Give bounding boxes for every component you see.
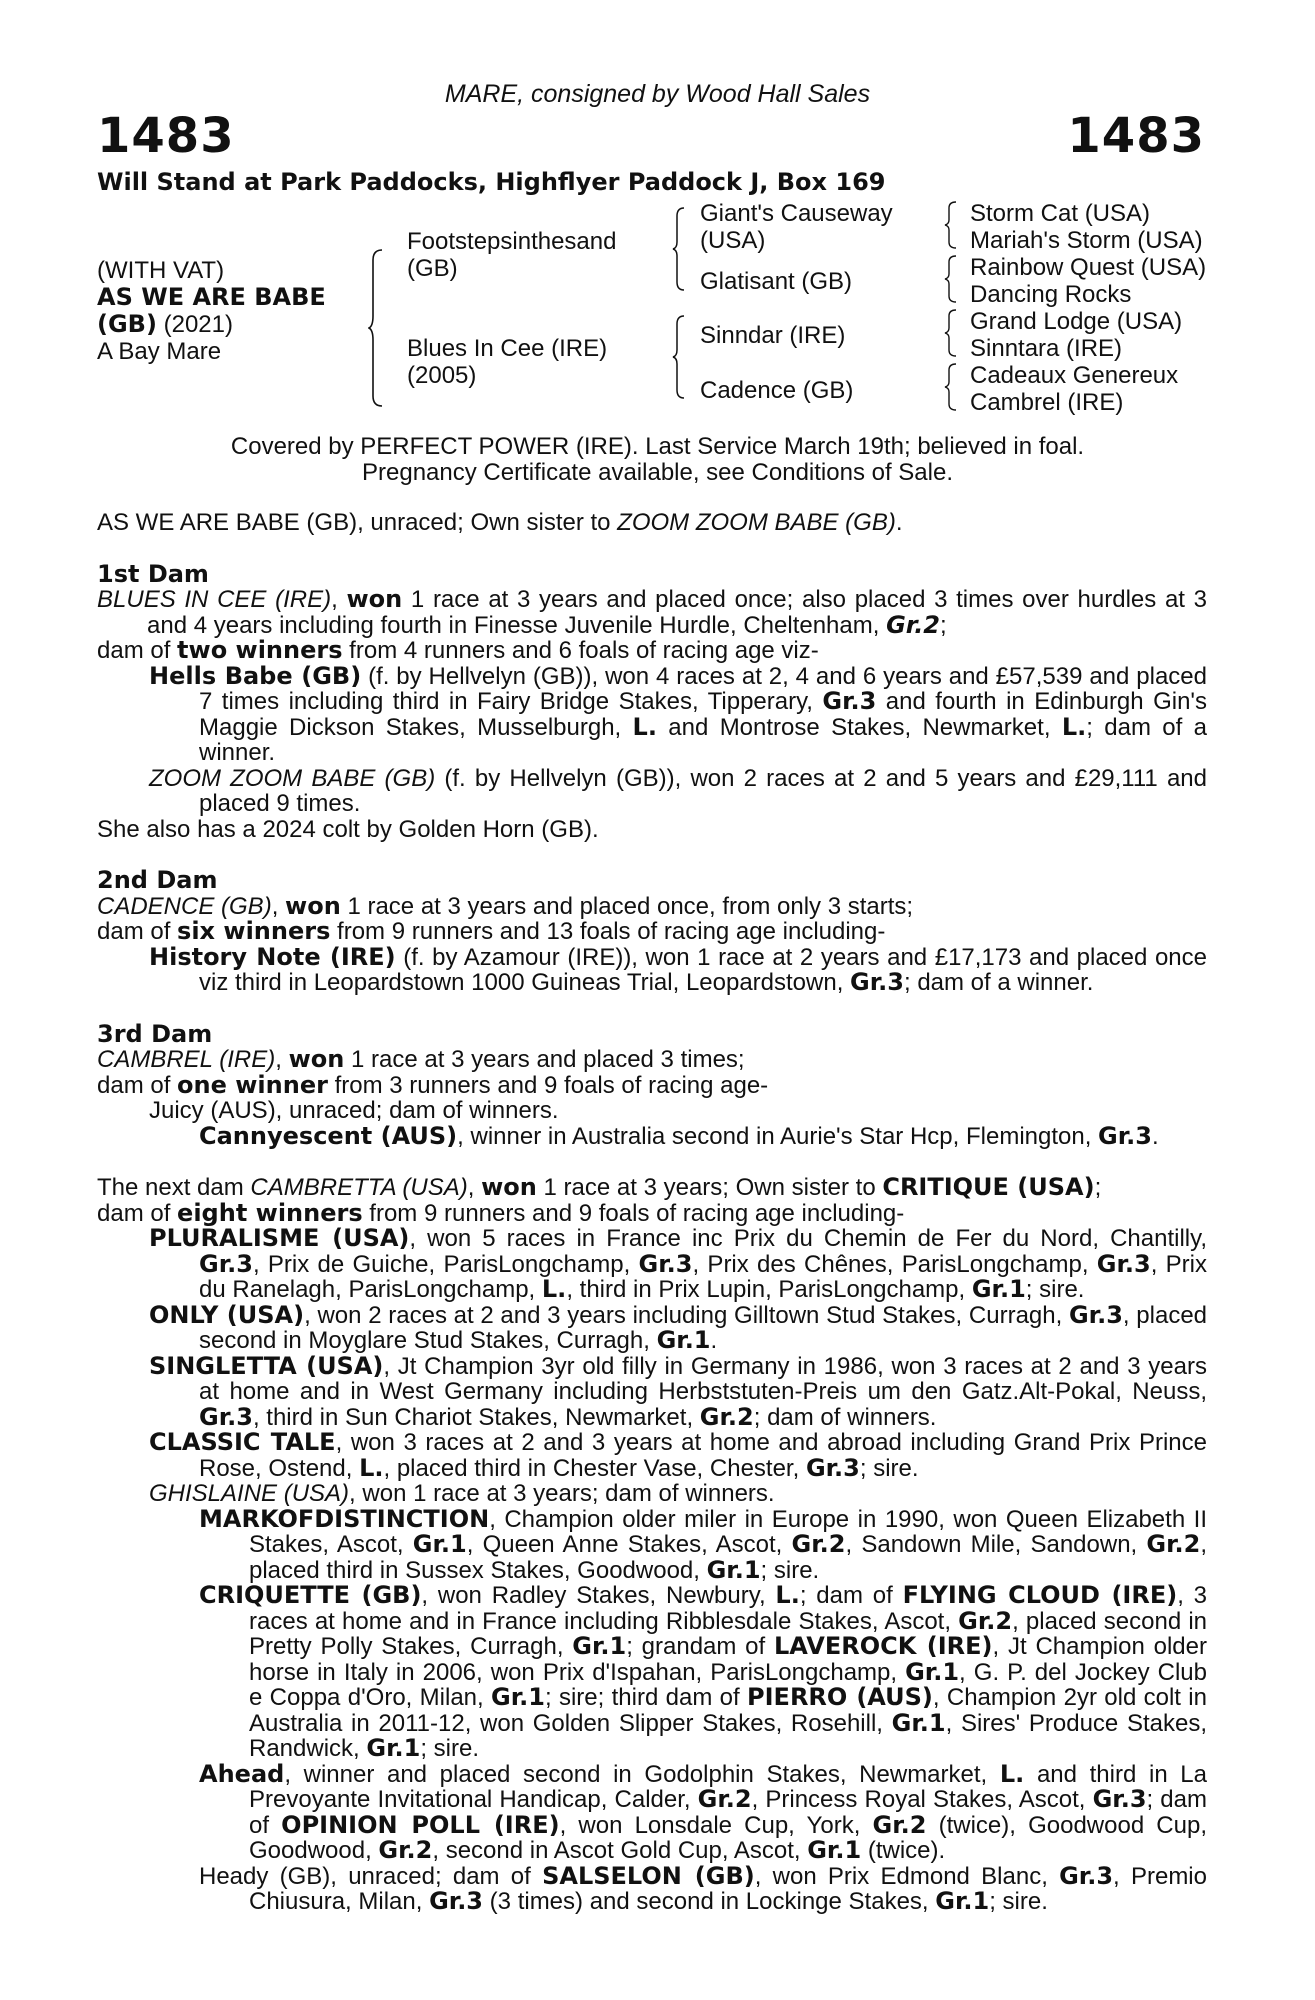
main-brace-icon xyxy=(368,248,384,408)
consignment-line: MARE, consigned by Wood Hall Sales xyxy=(444,80,871,108)
covering-note: Covered by PERFECT POWER (IRE). Last Service March 19th; believed in foal. Pregnancy Certificate available, see Conditions of Sale. xyxy=(230,433,1085,486)
sire-brace-icon xyxy=(672,206,686,292)
second-dam-heading: 2nd Dam xyxy=(97,866,218,894)
ancestor-sss: Storm Cat (USA) xyxy=(970,200,1151,227)
list-item: Heady (GB), unraced; dam of SALSELON (GB), won Prix Edmond Blanc, Gr.3, Premio Chiusura, Milan, Gr.3 (3 times) and second in Lockinge Stakes, Gr.1; sire. xyxy=(199,1861,1207,1915)
ancestor-dsd: Sinntara (IRE) xyxy=(970,335,1123,362)
list-item: Juicy (AUS), unraced; dam of winners. xyxy=(149,1097,559,1124)
also-note: She also has a 2024 colt by Golden Horn (GB). xyxy=(97,815,599,843)
list-item: SINGLETTA (USA), Jt Champion 3yr old filly in Germany in 1986, won 3 races at 2 and 3 years at home and in West Germany including Herbststuten-Preis um den Gatz.Alt-Pokal, Neuss, Gr.3, third in Sun Chariot Stakes, Newmarket, Gr.2; dam of winners. xyxy=(149,1351,1207,1431)
second-dam-produce: dam of six winners from 9 runners and 13 foals of racing age including- xyxy=(97,917,886,945)
first-dam-produce: dam of two winners from 4 runners and 6 foals of racing age viz- xyxy=(97,636,819,664)
brace-icon xyxy=(944,308,958,358)
brace-icon xyxy=(944,254,958,304)
intro-line: AS WE ARE BABE (GB), unraced; Own sister to ZOOM ZOOM BABE (GB). xyxy=(97,509,903,536)
stand-location: Will Stand at Park Paddocks, Highflyer Paddock J, Box 169 xyxy=(97,168,886,196)
list-item: ONLY (USA), won 2 races at 2 and 3 years including Gilltown Stud Stakes, Curragh, Gr.3, placed second in Moyglare Stud Stakes, Curragh, Gr.1. xyxy=(149,1300,1208,1354)
list-item: Hells Babe (GB) (f. by Hellvelyn (GB)), won 4 races at 2, 4 and 6 years and £57,539 and placed 7 times including third in Fairy Bridge Stakes, Tipperary, Gr.3 and fourth in Edinburgh Gin's Maggie Dickson Stakes, Musselburgh, L. and Montrose Stakes, Newmarket, L.; dam of a winner. xyxy=(149,661,1208,766)
horse-name: AS WE ARE BABE xyxy=(97,283,326,311)
ancestor-ssd: Mariah's Storm (USA) xyxy=(970,227,1203,254)
ancestor-dss: Grand Lodge (USA) xyxy=(970,308,1183,335)
brace-icon xyxy=(944,362,958,412)
lot-number-right: 1483 xyxy=(1067,108,1205,164)
catalogue-body xyxy=(97,510,1207,1915)
horse-identity xyxy=(97,257,326,365)
ancestor-dds: Cadeaux Genereux xyxy=(970,362,1179,389)
first-dam-record: BLUES IN CEE (IRE), won 1 race at 3 years and placed once; also placed 3 times over hurdles at 3 and 4 years including fourth in Finesse Juvenile Hurdle, Cheltenham, Gr.2; xyxy=(97,585,1207,639)
ancestor-sdd: Dancing Rocks xyxy=(970,281,1132,308)
first-dam-heading: 1st Dam xyxy=(97,559,209,588)
dam-brace-icon xyxy=(672,314,686,400)
list-item: CRIQUETTE (GB), won Radley Stakes, Newbury, L.; dam of FLYING CLOUD (IRE), 3 races at home and in France including Ribblesdale Stakes, Ascot, Gr.2, placed second in Pretty Polly Stakes, Curragh, Gr.1; grandam of LAVEROCK (IRE), Jt Champion older horse in Italy in 2006, won Prix d'Ispahan, ParisLongchamp, Gr.1, G. P. del Jockey Club e Coppa d'Oro, Milan, Gr.1; sire; third dam of PIERRO (AUS), Champion 2yr old colt in Australia in 2011-12, won Golden Slipper Stakes, Rosehill, Gr.1, Sires' Produce Stakes, Randwick, Gr.1; sire. xyxy=(199,1581,1208,1762)
third-dam-produce: dam of one winner from 3 runners and 9 foals of racing age- xyxy=(97,1070,769,1099)
lot-number-left: 1483 xyxy=(97,108,235,164)
next-dam-produce: dam of eight winners from 9 runners and 9 foals of racing age including- xyxy=(97,1198,905,1227)
list-item: MARKOFDISTINCTION, Champion older miler in Europe in 1990, won Queen Elizabeth II Stakes, Ascot, Gr.1, Queen Anne Stakes, Ascot, Gr.2, Sandown Mile, Sandown, Gr.2, placed third in Sussex Stakes, Goodwood, Gr.1; sire. xyxy=(199,1504,1208,1584)
list-item: CLASSIC TALE, won 3 races at 2 and 3 years at home and abroad including Grand Prix Prince Rose, Ostend, L., placed third in Chester Vase, Chester, Gr.3; sire. xyxy=(149,1428,1207,1482)
list-item: Ahead, winner and placed second in Godolphin Stakes, Newmarket, L. and third in La Prevoyante Invitational Handicap, Calder, Gr.2, Princess Royal Stakes, Ascot, Gr.3; dam of OPINION POLL (IRE), won Lonsdale Cup, York, Gr.2 (twice), Goodwood Cup, Goodwood, Gr.2, second in Ascot Gold Cup, Ascot, Gr.1 (twice). xyxy=(199,1759,1208,1864)
dam-dam: Cadence (GB) xyxy=(700,377,854,404)
vat-note: (WITH VAT) xyxy=(97,257,225,284)
ancestor-sds: Rainbow Quest (USA) xyxy=(970,254,1207,281)
horse-description: A Bay Mare xyxy=(97,338,222,365)
list-item: Cannyescent (AUS), winner in Australia second in Aurie's Star Hcp, Flemington, Gr.3. xyxy=(199,1121,1159,1150)
dam: Blues In Cee (IRE) (2005) xyxy=(407,335,608,389)
list-item: History Note (IRE) (f. by Azamour (IRE)), won 1 race at 2 years and £17,173 and placed once viz third in Leopardstown 1000 Guineas Trial, Leopardstown, Gr.3; dam of a winner. xyxy=(149,942,1207,996)
third-dam-heading: 3rd Dam xyxy=(97,1019,213,1048)
sire-dam: Glatisant (GB) xyxy=(700,268,853,295)
second-dam-record: CADENCE (GB), won 1 race at 3 years and placed once, from only 3 starts; xyxy=(97,891,914,920)
sire: Footstepsinthesand (GB) xyxy=(407,228,617,282)
sire-sire: Giant's Causeway (USA) xyxy=(700,200,893,254)
brace-icon xyxy=(944,200,958,250)
third-dam-record: CAMBREL (IRE), won 1 race at 3 years and placed 3 times; xyxy=(97,1045,745,1073)
list-item: PLURALISME (USA), won 5 races in France inc Prix du Chemin de Fer du Nord, Chantilly, Gr.3, Prix de Guiche, ParisLongchamp, Gr.3, Prix des Chênes, ParisLongchamp, Gr.3, Prix du Ranelagh, ParisLongchamp, L., third in Prix Lupin, ParisLongchamp, Gr.1; sire. xyxy=(149,1224,1208,1303)
list-item: GHISLAINE (USA), won 1 race at 3 years; dam of winners. xyxy=(149,1480,775,1507)
next-dam-record: The next dam CAMBRETTA (USA), won 1 race at 3 years; Own sister to CRITIQUE (USA); xyxy=(97,1173,1102,1201)
ancestor-ddd: Cambrel (IRE) xyxy=(970,389,1124,416)
dam-sire: Sinndar (IRE) xyxy=(700,322,846,349)
horse-origin: (GB) (2021) xyxy=(97,310,233,338)
list-item: ZOOM ZOOM BABE (GB) (f. by Hellvelyn (GB)), won 2 races at 2 and 5 years and £29,111 and placed 9 times. xyxy=(149,764,1208,817)
